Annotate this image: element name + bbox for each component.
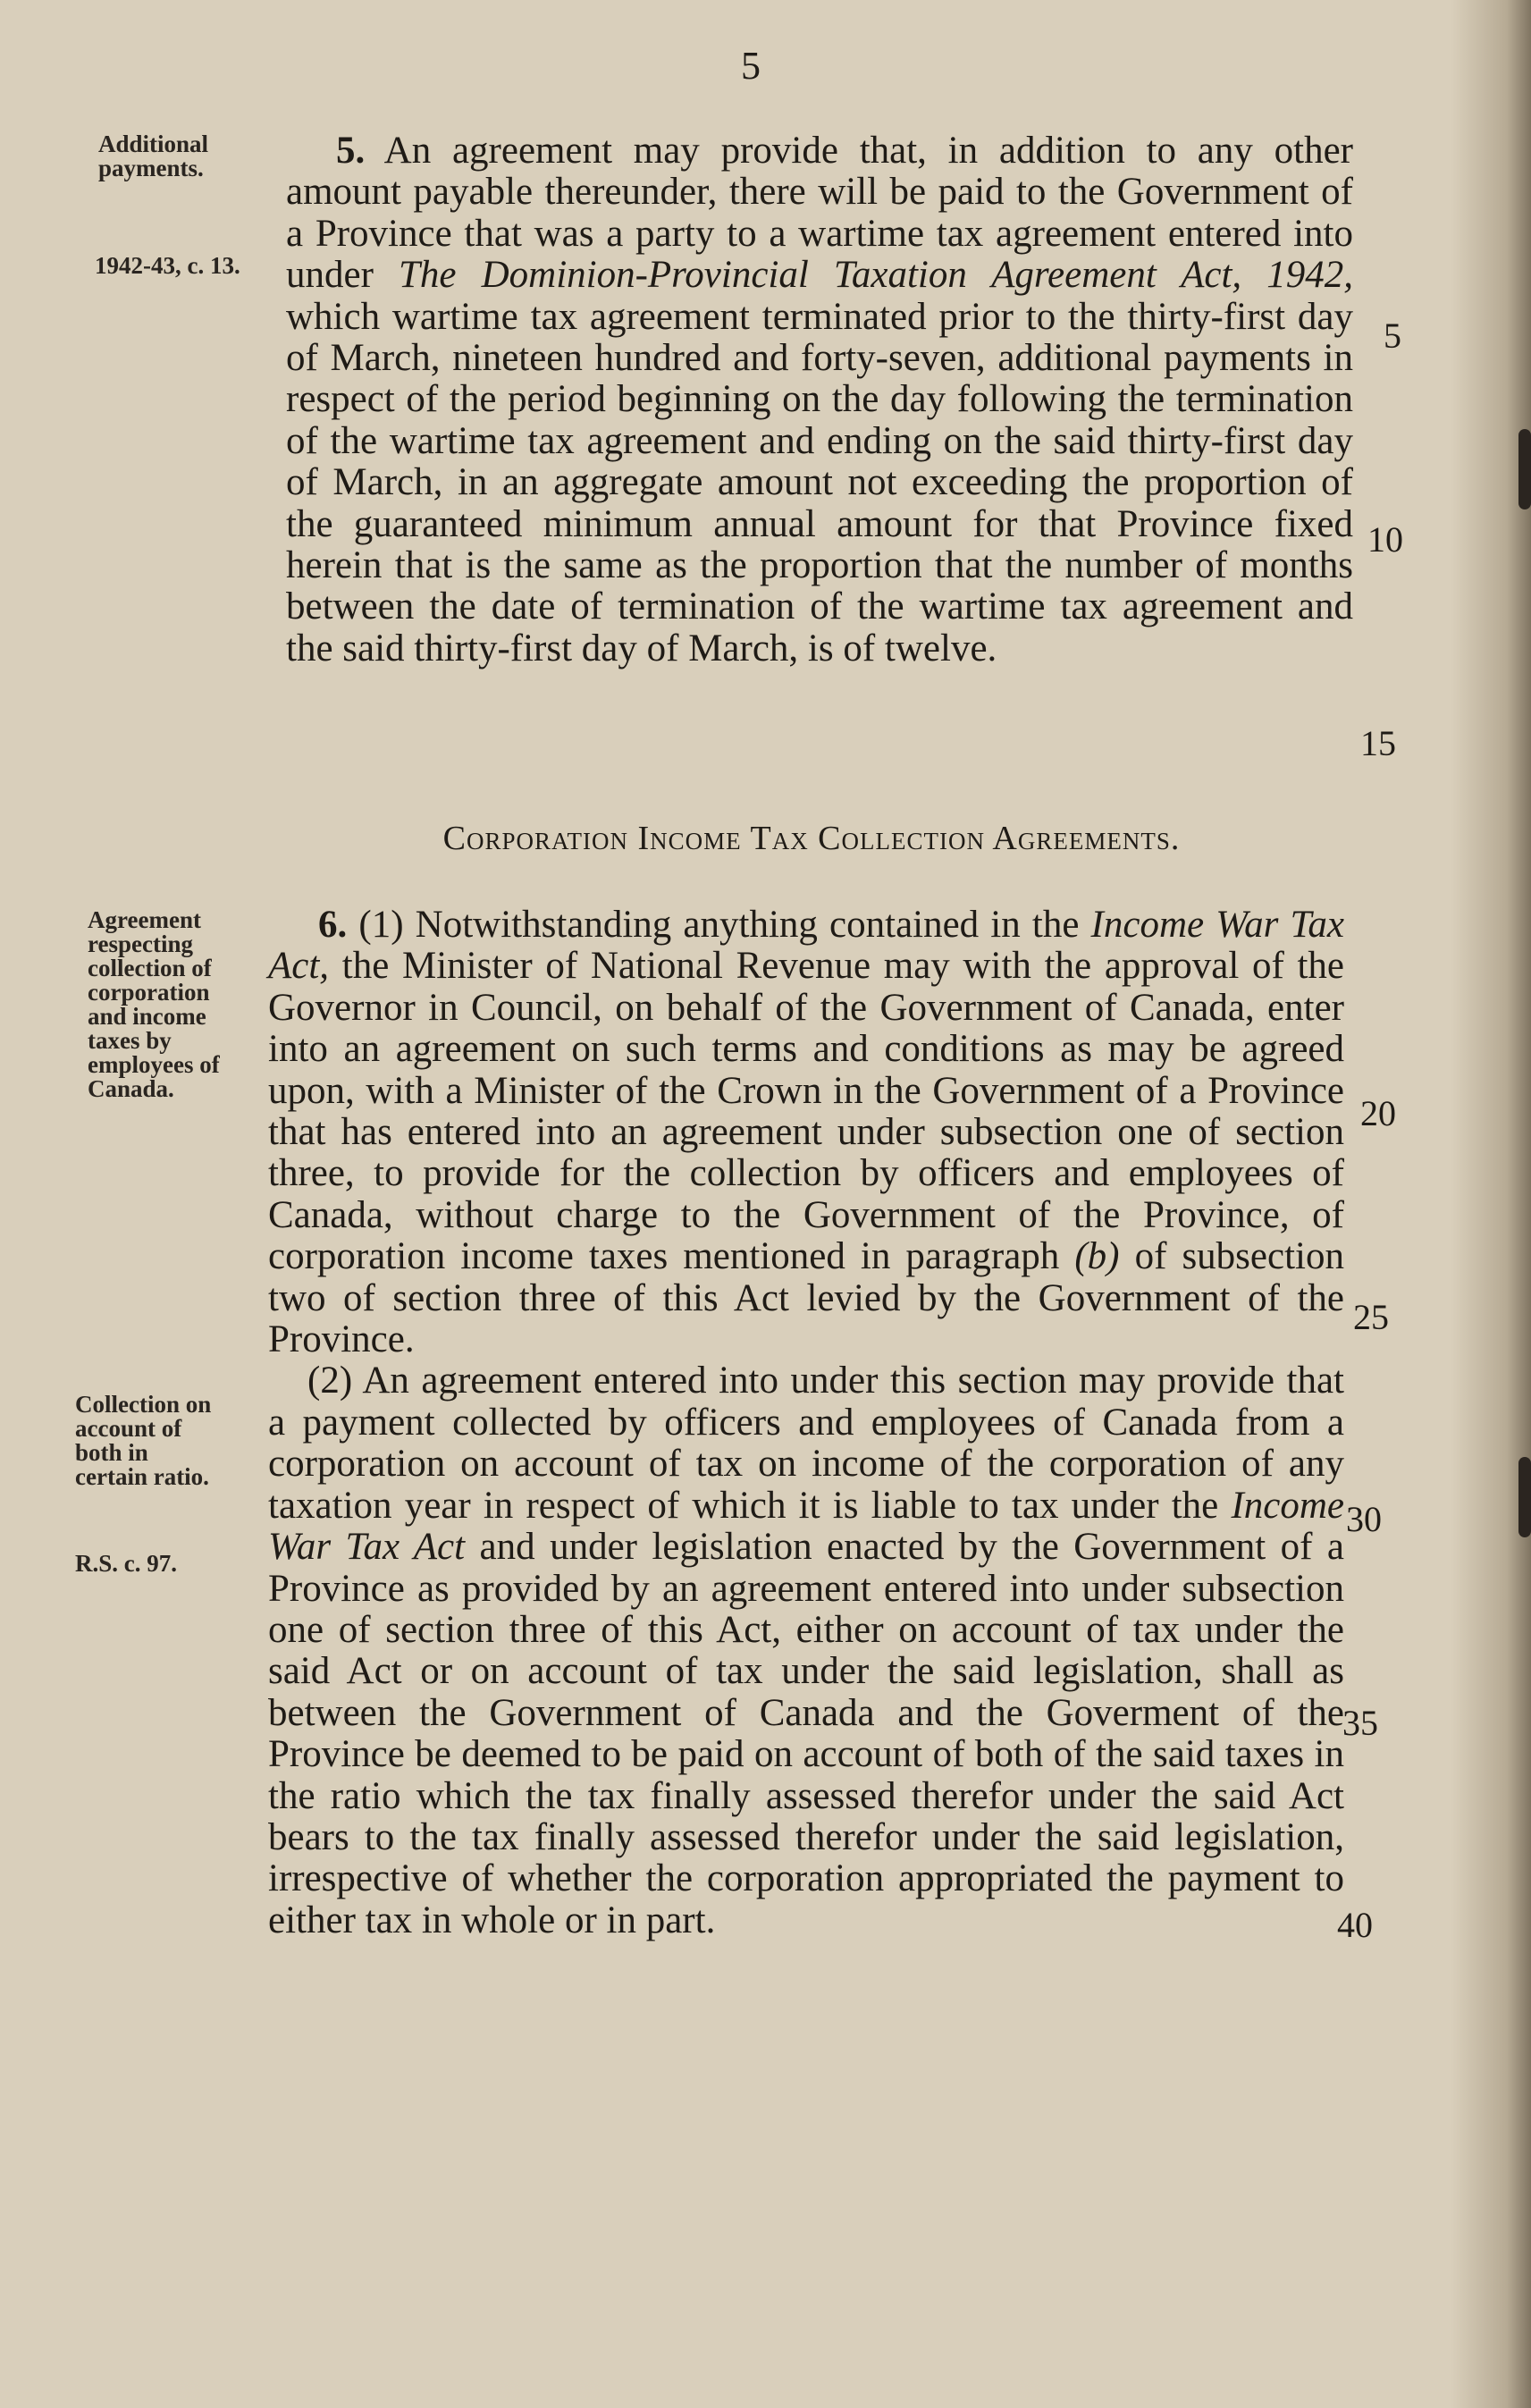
section-text-run: and under legislation enacted by the Government of a Province as provided by an agreement entered into under subsection one of section three of this Act, either on account of tax under the said Act or on account of tax under the said legislation, shall as between the Government of Canada and the Goverment of the Province be deemed to be paid on account of both of the said taxes in the ratio which the tax finally assessed therefor under the said Act bears to the tax finally assessed therefor under the said legislation, irrespective of whether the corporation appropriated the payment to either tax in whole or in part. — [268, 1526, 1344, 1941]
line-number: 20 — [1360, 1093, 1396, 1133]
binding-mark — [1518, 429, 1531, 509]
section-5-paragraph — [286, 131, 1353, 669]
section-6-subsection-2 — [268, 1360, 1344, 1941]
margin-note-additional-payments: Additional payments. — [98, 131, 209, 181]
section-text-run: of subsection two of section three of this Act levied by the Government of the Province. — [268, 1235, 1344, 1361]
section-5 — [286, 131, 1353, 669]
section-text-run: the Minister of National Revenue may with the approval of the Governor in Council, on behalf of the Government of Canada, enter into an agreement on such terms and conditions as may be agreed upon, with a Minister of the Crown in the Government of a Province that has entered into an agreement under subsection one of section three, to provide for the collection by officers and employees of Canada, without charge to the Government of the Province, of corporation income taxes mentioned in paragraph — [268, 945, 1344, 1278]
line-number: 5 — [1384, 316, 1401, 356]
margin-note-statute-1942: 1942-43, c. 13. — [95, 252, 240, 279]
page-edge-shadow — [1451, 0, 1531, 2408]
section-heading: Corporation Income Tax Collection Agreements. — [442, 820, 1181, 857]
binding-mark — [1518, 1457, 1531, 1537]
section-number: 6. — [318, 904, 348, 946]
line-number: 35 — [1342, 1703, 1378, 1743]
act-title: Income War Tax Act, — [268, 904, 1345, 988]
margin-note-rs-c97: R.S. c. 97. — [75, 1550, 177, 1577]
section-text-run: (2) An agreement entered into under this section may provide that a payment collected by officers and employees of Canada from a corporation on account of tax on income of the corporation of any taxation year in respect of which it is liable to tax under the — [268, 1360, 1344, 1527]
margin-note-agreement-respecting: Agreement respecting collection of corporation and income taxes by employees of Canada. — [88, 906, 220, 1102]
margin-note-collection-on-account: Collection on account of both in certain ratio. — [75, 1391, 212, 1490]
page-number: 5 — [741, 44, 761, 88]
act-title: Income War Tax Act — [268, 1484, 1344, 1569]
section-text-run: An agreement may provide that, in addition to any other amount payable thereunder, there will be paid to the Government of a Province that was a party to a wartime tax agreement entered into under — [286, 130, 1353, 297]
section-text-run: (1) Notwithstanding anything contained in the — [347, 904, 1091, 946]
line-number: 30 — [1346, 1499, 1382, 1539]
section-6-subsection-1 — [268, 905, 1344, 1360]
line-number: 25 — [1353, 1297, 1389, 1337]
section-number: 5. — [336, 130, 366, 172]
line-number: 15 — [1360, 723, 1396, 763]
section-6 — [268, 905, 1344, 1941]
section-text-run: which wartime tax agreement terminated prior to the thirty-first day of March, nineteen hundred and forty-seven, additional payments in respect of the period beginning on the day following the termination of the wartime tax agreement and ending on the said thirty-first day of March, in an aggregate amount not exceeding the proportion of the guaranteed minimum annual amount for that Province fixed herein that is the same as the proportion that the number of months between the date of termination of the wartime tax agreement and the said thirty-first day of March, is of twelve. — [286, 295, 1353, 669]
line-number: 40 — [1337, 1905, 1373, 1945]
paragraph-reference: (b) — [1074, 1235, 1120, 1278]
line-number: 10 — [1367, 519, 1403, 560]
act-title: The Dominion-Provincial Taxation Agreement Act, 1942, — [399, 254, 1354, 297]
